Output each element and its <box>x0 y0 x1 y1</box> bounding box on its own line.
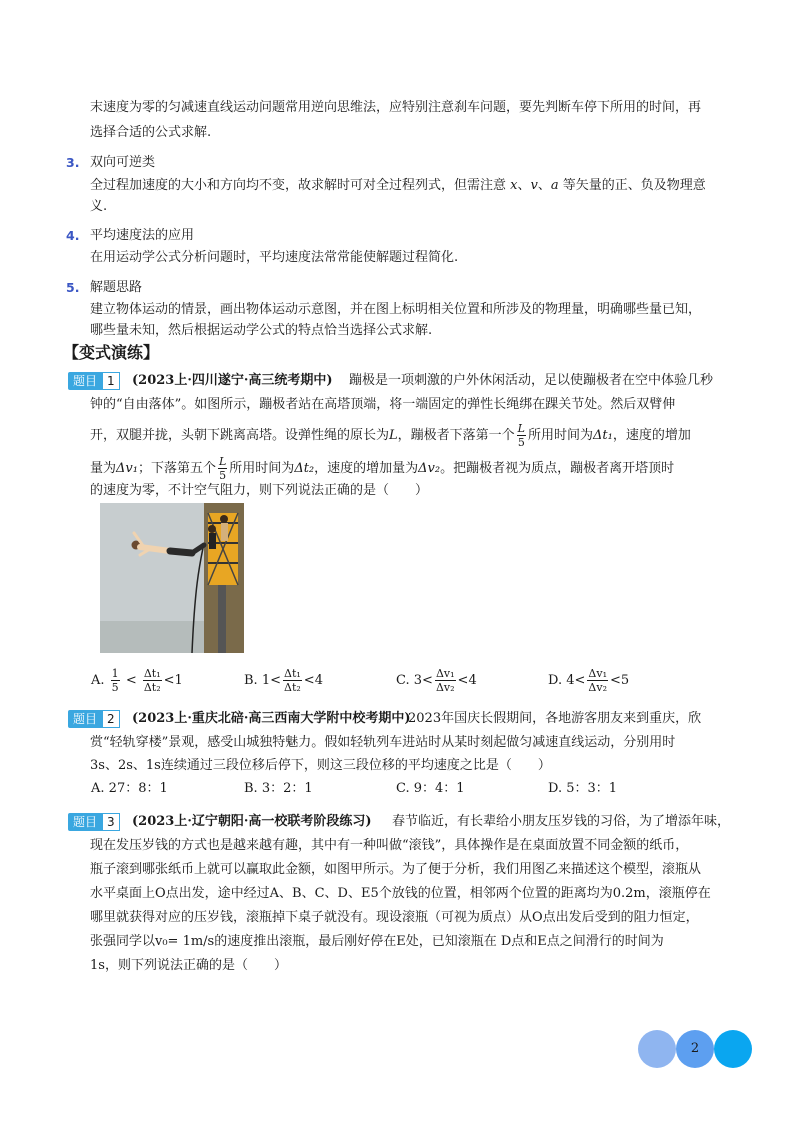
question-3-tag <box>68 813 120 831</box>
frac-numerator: Δt₁ <box>284 667 301 680</box>
q1-text: 所用时间为 <box>527 428 593 443</box>
q1-text: 量为 <box>90 461 117 476</box>
q3-line-6: 张强同学以v₀= 1m/s的速度推出滚瓶，最后刚好停在E处，已知滚瓶在 D点和E点之间滑行的时间为 <box>90 934 664 949</box>
q3-line-3: 瓶子滚到哪张纸币上就可以赢取此金额，如图甲所示。为了便于分析，我们用图乙来描述这个模型，滚瓶从 <box>90 862 702 877</box>
less-than: < <box>610 673 621 688</box>
frac-denominator: 5 <box>517 436 525 449</box>
option-bound: 4 <box>314 673 323 688</box>
var-dt2: Δt₂ <box>294 461 315 476</box>
q2-option-c[interactable] <box>396 779 465 799</box>
frac-denominator: Δt₂ <box>143 681 161 694</box>
q1-line-5: 的速度为零，不计空气阻力，则下列说法正确的是（ ） <box>90 483 429 498</box>
q1-option-d[interactable] <box>548 667 629 694</box>
q2-option-a[interactable] <box>91 779 168 799</box>
less-than: < <box>574 673 586 688</box>
intro-line-2: 选择合适的公式求解. <box>90 125 212 140</box>
q1-text: 所用时间为 <box>229 461 295 476</box>
q3-line-4: 水平桌面上O点出发，途中经过A、B、C、D、E5个放钱的位置，相邻两个位置的距离均为0.2m，滚瓶停在 <box>90 886 711 901</box>
fraction-one-fifth <box>111 667 120 694</box>
frac-numerator: 1 <box>111 667 119 680</box>
fraction-dv-ratio <box>435 667 456 694</box>
q2-line-1: 2023年国庆长假期间，各地游客朋友来到重庆，欣 <box>408 711 702 726</box>
option-label: D. <box>548 673 563 688</box>
pager-circle-left <box>638 1030 676 1068</box>
var-v: v <box>530 178 538 193</box>
pager-circle-right <box>714 1030 752 1068</box>
var-dv1: Δv₁ <box>116 461 138 476</box>
frac-numerator: Δv₁ <box>588 667 607 680</box>
q1-text: ，蹦极者下落第一个 <box>397 428 515 443</box>
q1-source: (2023上·四川遂宁·高三统考期中) <box>132 373 333 388</box>
option-bound: 1 <box>261 673 271 688</box>
q2-option-b[interactable] <box>244 779 313 799</box>
method-3-title: 双向可逆类 <box>90 155 156 170</box>
question-number: 3 <box>102 813 120 831</box>
q1-text: 开，双腿并拢，头朝下跳离高塔。设弹性绳的原长为 <box>90 428 390 443</box>
option-text: 9：4：1 <box>413 781 465 796</box>
frac-denominator: 5 <box>111 681 119 694</box>
q1-option-a[interactable] <box>91 667 183 694</box>
q2-line-3: 3s、2s、1s连续通过三段位移后停下，则这三段位移的平均速度之比是（ ） <box>90 758 551 773</box>
method-5-line-2: 哪些量未知，然后根据运动学公式的特点恰当选择公式求解. <box>90 323 433 338</box>
intro-line-1: 末速度为零的匀减速直线运动问题常用逆向思维法，应特别注意刹车问题，要先判断车停下所用的时间，再 <box>90 100 702 115</box>
less-than: < <box>270 673 282 688</box>
fraction-dv-ratio <box>587 667 608 694</box>
option-bound: 4 <box>566 673 575 688</box>
frac-numerator: L <box>218 455 227 468</box>
method-3-text: 全过程加速度的大小和方向均不变，故求解时可对全过程列式，但需注意 <box>90 178 507 193</box>
question-tag-label: 题目 <box>68 372 102 390</box>
method-3-line-1: 全过程加速度的大小和方向均不变，故求解时可对全过程列式，但需注意 x、v、a 等矢量的正、负及物理意 <box>90 178 706 193</box>
method-5-title: 解题思路 <box>90 280 143 295</box>
less-than: < <box>303 673 315 688</box>
q2-source: (2023上·重庆北碚·高三西南大学附中校考期中) <box>132 711 411 726</box>
less-than: < <box>125 673 137 688</box>
method-4-number: 4. <box>66 228 80 243</box>
q3-source: (2023上·辽宁朝阳·高一校联考阶段练习) <box>132 814 372 829</box>
option-text: 5：3：1 <box>566 781 618 796</box>
question-1-tag <box>68 372 120 390</box>
q3-line-7: 1s，则下列说法正确的是（ ） <box>90 958 287 973</box>
option-text: 27：8：1 <box>108 781 168 796</box>
question-number: 1 <box>102 372 120 390</box>
q1-text: 。把蹦极者视为质点，蹦极者离开塔顶时 <box>440 461 675 476</box>
q1-text: ；下落第五个 <box>137 461 216 476</box>
q1-line-3 <box>90 422 691 449</box>
q1-text: ，速度的增加量为 <box>314 461 419 476</box>
var-dt1: Δt₁ <box>593 428 613 443</box>
page-number: 2 <box>676 1030 714 1068</box>
option-bound: 5 <box>620 673 630 688</box>
section-heading: 【变式演练】 <box>63 343 160 362</box>
frac-denominator: Δt₂ <box>284 681 301 694</box>
question-tag-label: 题目 <box>68 813 102 831</box>
q1-line-2: 钟的“自由落体”。如图所示，蹦极者站在高塔顶端，将一端固定的弹性长绳绑在踝关节处。然后双臂伸 <box>90 397 676 412</box>
less-than: < <box>457 673 469 688</box>
frac-numerator: L <box>517 422 525 435</box>
frac-denominator: Δv₂ <box>435 681 455 694</box>
method-5-line-1: 建立物体运动的情景，画出物体运动示意图，并在图上标明相关位置和所涉及的物理量，明确哪些量已知， <box>90 302 702 317</box>
option-label: B. <box>244 673 258 688</box>
q3-line-2: 现在发压岁钱的方式也是越来越有趣，其中有一种叫做“滚钱”，具体操作是在桌面放置不同金额的纸币， <box>90 838 689 853</box>
option-bound: 3 <box>413 673 423 688</box>
q1-option-b[interactable] <box>244 667 323 694</box>
option-label: C. <box>396 781 410 796</box>
option-label: A. <box>91 673 105 688</box>
frac-denominator: 5 <box>219 469 227 482</box>
option-bound: 4 <box>468 673 477 688</box>
method-4-line-1: 在用运动学公式分析问题时，平均速度法常常能使解题过程简化. <box>90 250 459 265</box>
var-x: x <box>510 178 518 193</box>
bungee-illustration <box>100 503 244 653</box>
frac-numerator: Δv₁ <box>435 667 455 680</box>
method-3-tail: 等矢量的正、负及物理意 <box>562 178 706 193</box>
fraction-dt-ratio <box>143 667 162 694</box>
fraction-L-over-5 <box>218 455 227 482</box>
option-label: C. <box>396 673 410 688</box>
frac-numerator: Δt₁ <box>143 667 161 680</box>
q2-line-2: 赏“轻轨穿楼”景观，感受山城独特魅力。假如轻轨列车进站时从某时刻起做匀减速直线运动，分别用时 <box>90 735 676 750</box>
q1-line-1: 蹦极是一项刺激的户外休闲活动，足以使蹦极者在空中体验几秒 <box>349 373 714 388</box>
option-label: B. <box>244 781 258 796</box>
var-a: a <box>550 178 559 193</box>
question-2-tag <box>68 710 120 728</box>
option-label: A. <box>91 781 105 796</box>
q3-line-5: 哪里就获得对应的压岁钱，滚瓶掉下桌子就没有。现设滚瓶（可视为质点）从O点出发后受到的阻力恒定， <box>90 910 699 925</box>
q1-option-c[interactable] <box>396 667 477 694</box>
var-dv2: Δv₂ <box>418 461 441 476</box>
fraction-dt-ratio <box>283 667 302 694</box>
method-3-line-2: 义. <box>90 199 108 214</box>
page-number-badge <box>638 1030 752 1068</box>
method-3-number: 3. <box>66 155 80 170</box>
option-bound: 1 <box>174 673 183 688</box>
method-4-title: 平均速度法的应用 <box>90 228 195 243</box>
frac-denominator: Δv₂ <box>588 681 607 694</box>
method-5-number: 5. <box>66 280 80 295</box>
q3-line-1: 春节临近，有长辈给小朋友压岁钱的习俗，为了增添年味， <box>392 814 731 829</box>
option-label: D. <box>548 781 563 796</box>
question-tag-label: 题目 <box>68 710 102 728</box>
q2-option-d[interactable] <box>548 779 617 799</box>
var-L: L <box>389 428 398 443</box>
option-text: 3：2：1 <box>261 781 313 796</box>
q1-line-4 <box>90 455 674 482</box>
fraction-L-over-5 <box>517 422 526 449</box>
q1-text: ，速度的增加 <box>612 428 691 443</box>
question-number: 2 <box>102 710 120 728</box>
less-than: < <box>163 673 175 688</box>
bungee-photo <box>100 503 244 653</box>
less-than: < <box>422 673 433 688</box>
